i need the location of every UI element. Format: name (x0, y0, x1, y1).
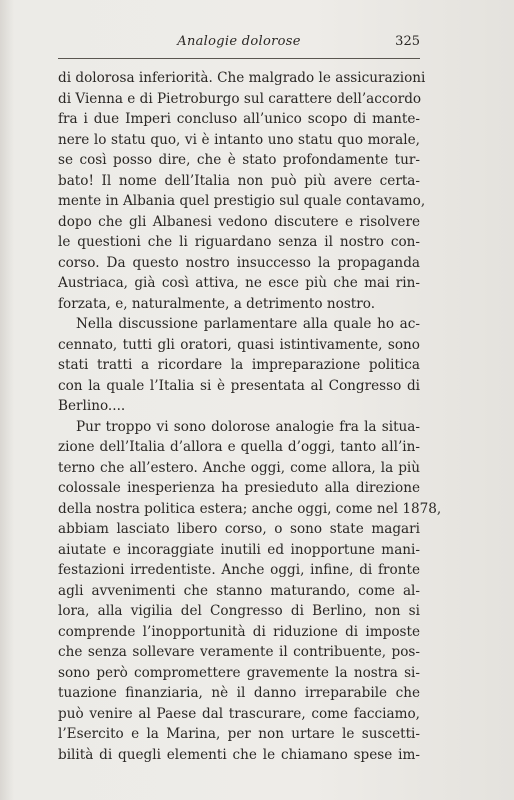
paragraph (58, 417, 442, 766)
text-line: Pur troppo vi sono dolorose analogie fra la situa- (76, 418, 420, 435)
text-line: le questioni che li riguardano senza il nostro con- (58, 234, 420, 250)
text-line: dopo che gli Albanesi vedono discutere e risolvere (58, 213, 420, 230)
text-line: agli avvenimenti che stanno maturando, come al- (58, 582, 420, 599)
paragraph (58, 68, 426, 314)
running-title: Analogie dolorose (177, 34, 301, 49)
page-number: 325 (395, 34, 420, 49)
text-line: sono però compromettere gravemente la nostra si- (58, 664, 420, 681)
header-rule (58, 58, 420, 59)
text-line: con la quale l’Italia si è presentata al Congresso di (58, 377, 420, 394)
text-line: terno che all’estero. Anche oggi, come allora, la più (58, 459, 420, 476)
text-line: può venire al Paese dal trascurare, come facciamo, (58, 705, 420, 722)
text-line: mente in Albania quel prestigio sul quale contavamo, (58, 193, 426, 209)
text-line: della nostra politica estera; anche oggi, come nel 1878, (58, 500, 442, 517)
text-line: comprende l’inopportunità di riduzione di imposte (58, 623, 420, 640)
text-line: l’Esercito e la Marina, per non urtare le suscetti- (58, 726, 420, 742)
text-line: colossale inesperienza ha presieduto alla direzione (58, 480, 420, 496)
text-line: fra i due Imperi concluso all’unico scopo di mante- (58, 111, 420, 127)
text-line: aiutate e incoraggiate inutili ed inopportune mani- (58, 541, 420, 558)
text-line: se così posso dire, che è stato profondamente tur- (58, 152, 420, 168)
text-line: stati tratti a ricordare la impreparazione politica (58, 357, 420, 373)
text-line: Nella discussione parlamentare alla quale ho ac- (76, 316, 420, 332)
text-line: cennato, tutti gli oratori, quasi istintivamente, sono (58, 336, 420, 353)
text-line: nere lo statu quo, vi è intanto uno statu quo morale, (58, 131, 420, 148)
text-line: lora, alla vigilia del Congresso di Berlino, non si (58, 603, 420, 619)
text-line: bilità di quegli elementi che le chiamano spese im- (58, 746, 420, 763)
text-line: che senza sollevare veramente il contribuente, pos- (58, 644, 420, 660)
text-line: Austriaca, già così attiva, ne esce più che mai rin- (58, 275, 420, 291)
text-line: corso. Da questo nostro insuccesso la propaganda (58, 254, 420, 271)
page-body (58, 68, 442, 765)
text-line: zione dell’Italia d’allora e quella d’oggi, tanto all’in- (58, 439, 420, 455)
text-line: di dolorosa inferiorità. Che malgrado le assicurazioni (58, 70, 426, 86)
text-line: Berlino.... (58, 398, 126, 414)
text-line: tuazione finanziaria, nè il danno irreparabile che (58, 685, 420, 701)
running-header (58, 34, 420, 52)
text-line: festazioni irredentiste. Anche oggi, infine, di fronte (58, 562, 420, 578)
text-line: di Vienna e di Pietroburgo sul carattere dell’accordo (58, 90, 422, 107)
text-line: bato! Il nome dell’Italia non può più avere certa- (58, 172, 420, 189)
text-line: abbiam lasciato libero corso, o sono state magari (58, 521, 420, 537)
text-line: forzata, e, naturalmente, a detrimento nostro. (58, 295, 376, 312)
paragraph (58, 314, 420, 417)
